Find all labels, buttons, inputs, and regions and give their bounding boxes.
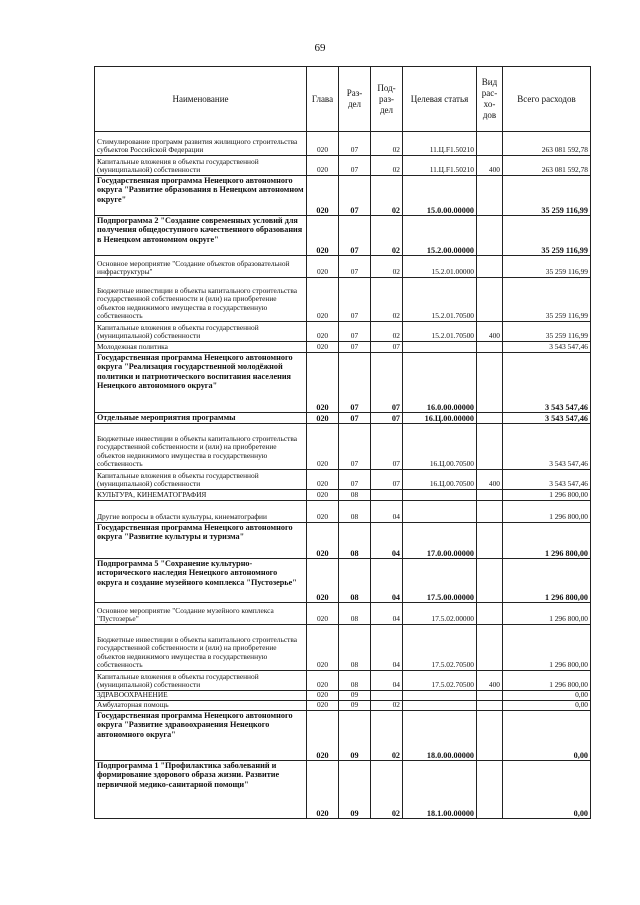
table-row: [95, 156, 591, 176]
cell-razdel: 08: [339, 625, 371, 671]
cell-vid-raskhodov: 400: [477, 322, 503, 342]
cell-total: 0,00: [503, 691, 591, 701]
cell-tselevaya-statya: 18.1.00.00000: [403, 761, 477, 819]
cell-vid-raskhodov: [477, 501, 503, 523]
cell-tselevaya-statya: 15.2.00.00000: [403, 216, 477, 256]
cell-glava: 020: [307, 711, 339, 761]
cell-podrazdel: 07: [371, 424, 403, 470]
header-podrazdel: Под-раз-дел: [371, 67, 403, 132]
cell-name: Отдельные мероприятия программы: [95, 413, 307, 424]
table-row: [95, 342, 591, 353]
header-vsego-raskhodov: Всего расходов: [503, 67, 591, 132]
cell-podrazdel: 02: [371, 156, 403, 176]
cell-name: Подпрограмма 2 "Создание современных условий для получения общедоступного качественного образования в Ненецком автономном округе": [95, 216, 307, 256]
cell-vid-raskhodov: [477, 342, 503, 353]
table-row: [95, 523, 591, 559]
table-row: [95, 353, 591, 413]
cell-glava: 020: [307, 278, 339, 322]
cell-tselevaya-statya: 15.2.01.70500: [403, 278, 477, 322]
table-row: [95, 470, 591, 490]
cell-vid-raskhodov: [477, 278, 503, 322]
cell-tselevaya-statya: 16.Ц.00.70500: [403, 424, 477, 470]
cell-total: 0,00: [503, 711, 591, 761]
cell-tselevaya-statya: 16.Ц.00.00000: [403, 413, 477, 424]
cell-total: 3 543 547,46: [503, 424, 591, 470]
cell-name: Стимулирование программ развития жилищного строительства субъектов Российской Федерации: [95, 132, 307, 156]
cell-name: КУЛЬТУРА, КИНЕМАТОГРАФИЯ: [95, 490, 307, 501]
cell-razdel: 07: [339, 278, 371, 322]
cell-razdel: 07: [339, 413, 371, 424]
table-row: [95, 691, 591, 701]
cell-podrazdel: 02: [371, 322, 403, 342]
cell-tselevaya-statya: [403, 342, 477, 353]
cell-total: 3 543 547,46: [503, 470, 591, 490]
cell-name: Бюджетные инвестиции в объекты капитального строительства государственной собственности и (или) на приобретение объектов недвижимого имущества в государственную собственность: [95, 625, 307, 671]
cell-tselevaya-statya: 17.5.02.00000: [403, 603, 477, 625]
cell-name: Капитальные вложения в объекты государственной (муниципальной) собственности: [95, 470, 307, 490]
cell-razdel: 09: [339, 691, 371, 701]
cell-name: Государственная программа Ненецкого автономного округа "Развитие культуры и туризма": [95, 523, 307, 559]
table-row: [95, 761, 591, 819]
cell-podrazdel: 02: [371, 701, 403, 711]
cell-tselevaya-statya: 17.0.00.00000: [403, 523, 477, 559]
cell-name: Подпрограмма 1 "Профилактика заболеваний и формирование здорового образа жизни. Развитие первичной медико-санитарной помощи": [95, 761, 307, 819]
table-row: [95, 216, 591, 256]
cell-glava: 020: [307, 701, 339, 711]
table-row: [95, 424, 591, 470]
cell-podrazdel: 02: [371, 711, 403, 761]
cell-podrazdel: 07: [371, 342, 403, 353]
cell-razdel: 08: [339, 603, 371, 625]
cell-name: Капитальные вложения в объекты государственной (муниципальной) собственности: [95, 156, 307, 176]
cell-total: 1 296 800,00: [503, 625, 591, 671]
cell-total: 1 296 800,00: [503, 523, 591, 559]
table-row: [95, 711, 591, 761]
cell-razdel: 07: [339, 424, 371, 470]
cell-tselevaya-statya: [403, 490, 477, 501]
header-razdel: Раз-дел: [339, 67, 371, 132]
cell-vid-raskhodov: [477, 761, 503, 819]
cell-tselevaya-statya: 11.Ц.F1.50210: [403, 156, 477, 176]
cell-glava: 020: [307, 470, 339, 490]
cell-podrazdel: 02: [371, 256, 403, 278]
cell-tselevaya-statya: 18.0.00.00000: [403, 711, 477, 761]
table-row: [95, 625, 591, 671]
cell-tselevaya-statya: 11.Ц.F1.50210: [403, 132, 477, 156]
cell-vid-raskhodov: [477, 353, 503, 413]
cell-tselevaya-statya: 15.0.00.00000: [403, 176, 477, 216]
cell-glava: 020: [307, 501, 339, 523]
cell-vid-raskhodov: [477, 559, 503, 603]
cell-total: 35 259 116,99: [503, 322, 591, 342]
cell-razdel: 08: [339, 671, 371, 691]
cell-tselevaya-statya: 16.0.00.00000: [403, 353, 477, 413]
cell-total: 35 259 116,99: [503, 256, 591, 278]
cell-glava: 020: [307, 413, 339, 424]
cell-total: 1 296 800,00: [503, 501, 591, 523]
cell-tselevaya-statya: 17.5.00.00000: [403, 559, 477, 603]
cell-total: 263 081 592,78: [503, 156, 591, 176]
cell-vid-raskhodov: [477, 490, 503, 501]
cell-vid-raskhodov: [477, 711, 503, 761]
header-row: [95, 67, 591, 132]
cell-tselevaya-statya: [403, 691, 477, 701]
cell-glava: 020: [307, 156, 339, 176]
cell-podrazdel: 04: [371, 625, 403, 671]
table-row: [95, 278, 591, 322]
cell-podrazdel: 07: [371, 353, 403, 413]
header-vid-raskhodov: Вид рас-хо-дов: [477, 67, 503, 132]
cell-vid-raskhodov: [477, 132, 503, 156]
cell-vid-raskhodov: [477, 424, 503, 470]
cell-name: Молодежная политика: [95, 342, 307, 353]
cell-podrazdel: 02: [371, 176, 403, 216]
table-row: [95, 559, 591, 603]
cell-name: Бюджетные инвестиции в объекты капитального строительства государственной собственности и (или) на приобретение объектов недвижимого имущества в государственную собственность: [95, 278, 307, 322]
cell-glava: 020: [307, 671, 339, 691]
header-tselevaya-statya: Целевая статья: [403, 67, 477, 132]
cell-glava: 020: [307, 216, 339, 256]
cell-podrazdel: 02: [371, 761, 403, 819]
cell-vid-raskhodov: [477, 625, 503, 671]
table-body: [95, 132, 591, 819]
cell-total: 1 296 800,00: [503, 603, 591, 625]
cell-podrazdel: 04: [371, 501, 403, 523]
table-row: [95, 176, 591, 216]
cell-glava: 020: [307, 424, 339, 470]
cell-vid-raskhodov: 400: [477, 671, 503, 691]
cell-razdel: 08: [339, 501, 371, 523]
cell-glava: 020: [307, 691, 339, 701]
cell-vid-raskhodov: [477, 256, 503, 278]
table-row: [95, 413, 591, 424]
table-row: [95, 701, 591, 711]
cell-name: Государственная программа Ненецкого автономного округа "Развитие образования в Ненецком автономном округе": [95, 176, 307, 216]
cell-podrazdel: [371, 691, 403, 701]
cell-glava: 020: [307, 625, 339, 671]
cell-total: 263 081 592,78: [503, 132, 591, 156]
cell-podrazdel: 02: [371, 216, 403, 256]
cell-razdel: 07: [339, 470, 371, 490]
cell-razdel: 08: [339, 559, 371, 603]
cell-razdel: 07: [339, 132, 371, 156]
cell-glava: 020: [307, 603, 339, 625]
cell-tselevaya-statya: 15.2.01.00000: [403, 256, 477, 278]
cell-vid-raskhodov: [477, 523, 503, 559]
cell-glava: 020: [307, 761, 339, 819]
cell-name: Подпрограмма 5 "Сохранение культурно-исторического наследия Ненецкого автономного округа и создание музейного комплекса "Пустозерье": [95, 559, 307, 603]
cell-razdel: 09: [339, 761, 371, 819]
cell-glava: 020: [307, 353, 339, 413]
cell-glava: 020: [307, 559, 339, 603]
cell-razdel: 09: [339, 711, 371, 761]
cell-glava: 020: [307, 342, 339, 353]
cell-vid-raskhodov: 400: [477, 156, 503, 176]
cell-name: Основное мероприятие "Создание объектов образовательной инфраструктуры": [95, 256, 307, 278]
cell-name: Капитальные вложения в объекты государственной (муниципальной) собственности: [95, 671, 307, 691]
cell-total: 35 259 116,99: [503, 278, 591, 322]
cell-total: 0,00: [503, 701, 591, 711]
cell-vid-raskhodov: [477, 691, 503, 701]
cell-podrazdel: [371, 490, 403, 501]
cell-podrazdel: 02: [371, 278, 403, 322]
cell-tselevaya-statya: [403, 701, 477, 711]
table-row: [95, 490, 591, 501]
cell-vid-raskhodov: [477, 176, 503, 216]
cell-name: Амбулаторная помощь: [95, 701, 307, 711]
table-row: [95, 132, 591, 156]
cell-name: Бюджетные инвестиции в объекты капитального строительства государственной собственности и (или) на приобретение объектов недвижимого имущества в государственную собственность: [95, 424, 307, 470]
cell-name: Основное мероприятие "Создание музейного комплекса "Пустозерье": [95, 603, 307, 625]
cell-podrazdel: 04: [371, 603, 403, 625]
cell-total: 35 259 116,99: [503, 176, 591, 216]
cell-podrazdel: 04: [371, 671, 403, 691]
cell-total: 1 296 800,00: [503, 559, 591, 603]
cell-podrazdel: 07: [371, 470, 403, 490]
cell-total: 1 296 800,00: [503, 490, 591, 501]
cell-glava: 020: [307, 490, 339, 501]
cell-podrazdel: 02: [371, 132, 403, 156]
header-name: Наименование: [95, 67, 307, 132]
cell-razdel: 07: [339, 176, 371, 216]
table-row: [95, 501, 591, 523]
cell-total: 0,00: [503, 761, 591, 819]
cell-razdel: 07: [339, 353, 371, 413]
cell-name: Капитальные вложения в объекты государственной (муниципальной) собственности: [95, 322, 307, 342]
cell-podrazdel: 04: [371, 523, 403, 559]
cell-razdel: 08: [339, 523, 371, 559]
cell-tselevaya-statya: 16.Ц.00.70500: [403, 470, 477, 490]
cell-vid-raskhodov: [477, 413, 503, 424]
cell-name: Государственная программа Ненецкого автономного округа "Развитие здравоохранения Ненецкого автономного округа": [95, 711, 307, 761]
cell-tselevaya-statya: 17.5.02.70500: [403, 625, 477, 671]
cell-razdel: 07: [339, 216, 371, 256]
cell-razdel: 09: [339, 701, 371, 711]
cell-razdel: 08: [339, 490, 371, 501]
cell-vid-raskhodov: [477, 216, 503, 256]
cell-razdel: 07: [339, 256, 371, 278]
cell-tselevaya-statya: 17.5.02.70500: [403, 671, 477, 691]
cell-total: 3 543 547,46: [503, 413, 591, 424]
cell-total: 3 543 547,46: [503, 342, 591, 353]
cell-podrazdel: 04: [371, 559, 403, 603]
cell-name: ЗДРАВООХРАНЕНИЕ: [95, 691, 307, 701]
table-row: [95, 671, 591, 691]
page-number: 69: [314, 42, 326, 54]
cell-vid-raskhodov: [477, 701, 503, 711]
cell-tselevaya-statya: [403, 501, 477, 523]
cell-name: Другие вопросы в области культуры, кинематографии: [95, 501, 307, 523]
table-row: [95, 256, 591, 278]
cell-glava: 020: [307, 176, 339, 216]
cell-total: 3 543 547,46: [503, 353, 591, 413]
cell-glava: 020: [307, 322, 339, 342]
budget-table: [94, 66, 591, 819]
cell-razdel: 07: [339, 156, 371, 176]
cell-vid-raskhodov: [477, 603, 503, 625]
cell-total: 1 296 800,00: [503, 671, 591, 691]
cell-tselevaya-statya: 15.2.01.70500: [403, 322, 477, 342]
table-row: [95, 322, 591, 342]
header-glava: Глава: [307, 67, 339, 132]
table-row: [95, 603, 591, 625]
cell-podrazdel: 07: [371, 413, 403, 424]
cell-razdel: 07: [339, 342, 371, 353]
cell-razdel: 07: [339, 322, 371, 342]
cell-glava: 020: [307, 132, 339, 156]
cell-name: Государственная программа Ненецкого автономного округа "Реализация государственной молодёжной политики и патриотического воспитания населения Ненецкого автономного округа": [95, 353, 307, 413]
cell-glava: 020: [307, 523, 339, 559]
cell-vid-raskhodov: 400: [477, 470, 503, 490]
cell-total: 35 259 116,99: [503, 216, 591, 256]
table-header: [95, 67, 591, 132]
cell-glava: 020: [307, 256, 339, 278]
